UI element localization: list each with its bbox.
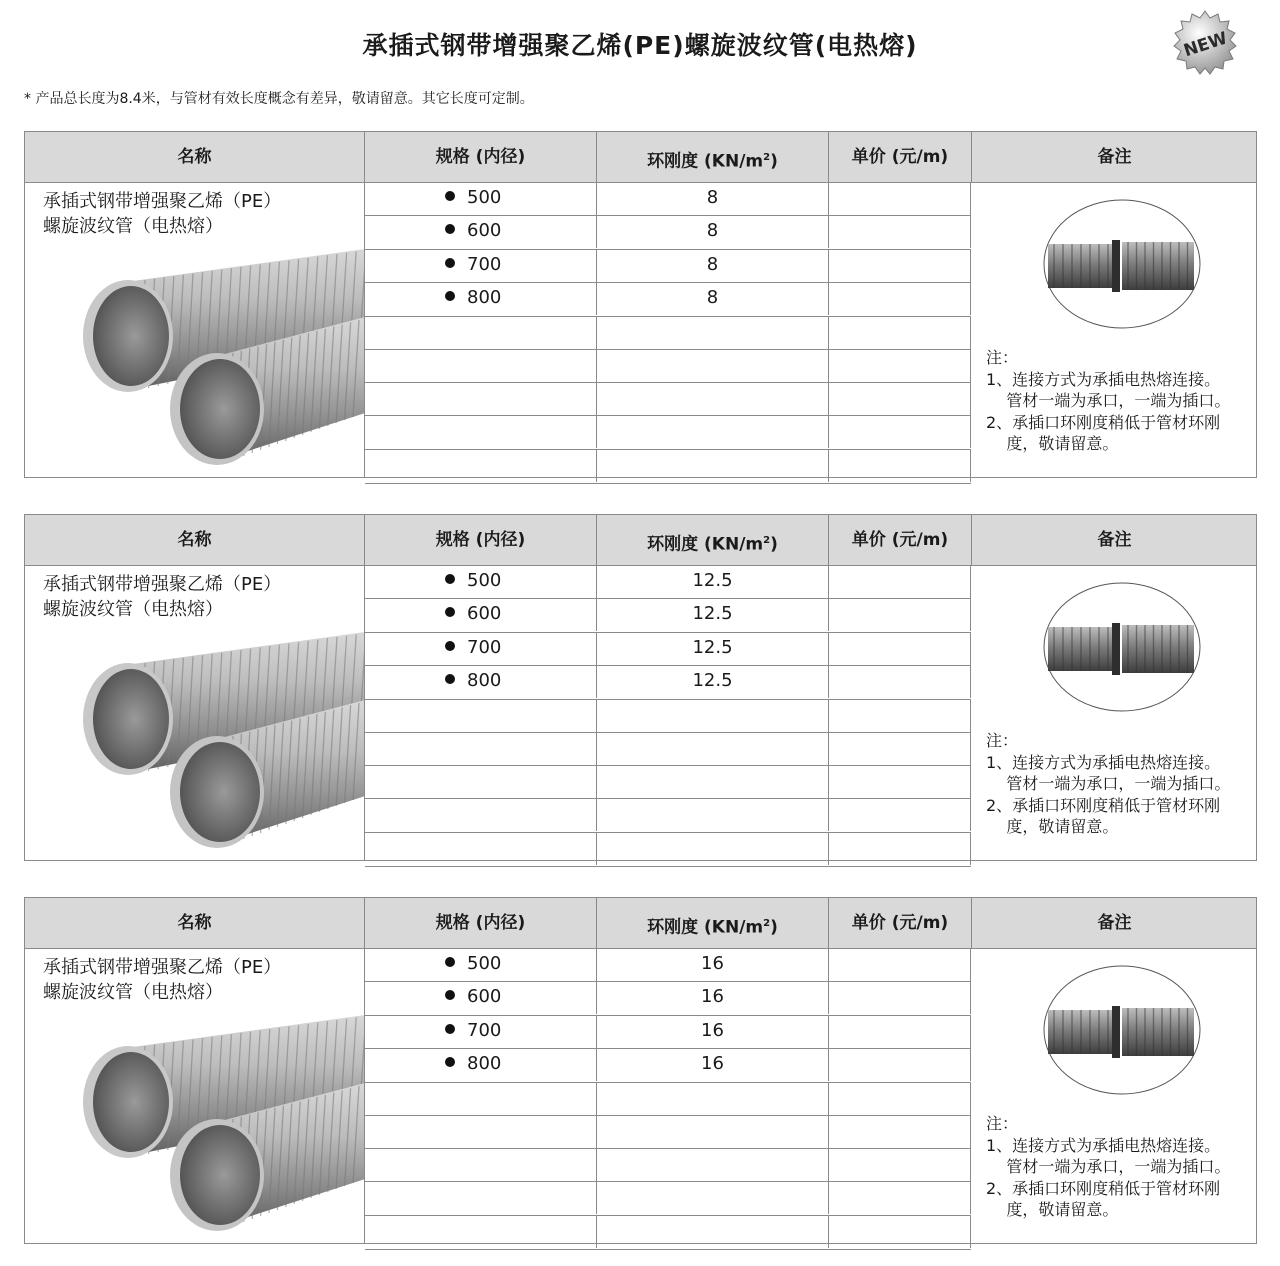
remark-line: 管材一端为承口，一端为插口。 <box>986 774 1231 793</box>
ring-stiffness-cell: 12.5 <box>597 599 829 631</box>
spec-value: 700 <box>467 254 502 275</box>
header-spec: 规格 (内径) <box>365 898 597 949</box>
header-remark: 备注 <box>1097 530 1132 550</box>
spec-cell <box>365 766 597 798</box>
spec-value: 700 <box>467 637 502 658</box>
table-row <box>365 733 971 766</box>
bullet-icon <box>445 574 455 584</box>
spec-cell <box>365 633 597 665</box>
remark-line: 2、承插口环刚度稍低于管材环刚 <box>986 412 1221 432</box>
spec-value: 500 <box>467 953 502 974</box>
table-row <box>365 799 971 833</box>
header-price: 单价 (元/m) <box>829 515 972 566</box>
spec-cell <box>365 317 597 349</box>
ring-stiffness-cell <box>597 1216 829 1248</box>
ring-stiffness-cell <box>597 350 829 382</box>
header-name: 名称 <box>25 898 365 949</box>
ring-stiffness-cell: 8 <box>597 183 829 215</box>
joint-detail-image <box>1042 581 1202 713</box>
spec-cell <box>365 1116 597 1148</box>
table-row <box>365 766 971 799</box>
price-cell <box>829 700 971 732</box>
spec-cell <box>365 450 597 482</box>
product-name-cell <box>25 949 365 1243</box>
header-remark: 备注 <box>1097 147 1132 167</box>
ring-stiffness-cell <box>597 1149 829 1181</box>
remark-line: 度，敬请留意。 <box>986 1200 1119 1219</box>
table-row <box>365 1016 971 1049</box>
spec-cell <box>365 1182 597 1214</box>
table-row <box>365 700 971 733</box>
remark-label: 注： <box>986 1114 1019 1133</box>
table-row <box>365 383 971 416</box>
remark-line: 1、连接方式为承插电热熔连接。 <box>986 752 1221 772</box>
remark-line: 度，敬请留意。 <box>986 434 1119 453</box>
table-row <box>365 1149 971 1182</box>
spec-cell <box>365 833 597 865</box>
table-row <box>365 599 971 633</box>
product-name-line: 螺旋波纹管（电热熔） <box>43 216 223 237</box>
product-name <box>43 572 281 622</box>
spec-cell <box>365 283 597 315</box>
price-cell <box>829 949 971 981</box>
header-name: 名称 <box>25 515 365 566</box>
spec-value: 700 <box>467 1020 502 1041</box>
header-ring-stiffness: 环刚度 $(KN/m^2)$ <box>597 515 829 566</box>
spec-cell <box>365 666 597 698</box>
bullet-icon <box>445 291 455 301</box>
ring-stiffness-cell <box>597 733 829 765</box>
bullet-icon <box>445 641 455 651</box>
price-cell <box>829 1182 971 1214</box>
table-row <box>365 666 971 700</box>
price-cell <box>829 1216 971 1248</box>
table-row <box>365 216 971 250</box>
bullet-icon <box>445 191 455 201</box>
spec-cell <box>365 1049 597 1081</box>
spec-value: 800 <box>467 1053 502 1074</box>
remark-cell <box>972 183 1257 477</box>
ring-stiffness-cell <box>597 317 829 349</box>
bullet-icon <box>445 224 455 234</box>
product-name-line: 承插式钢带增强聚乙烯（PE） <box>43 191 282 212</box>
remark-text <box>986 1113 1230 1221</box>
remark-line: 度，敬请留意。 <box>986 817 1119 836</box>
price-cell <box>829 216 971 248</box>
table-row <box>365 450 971 484</box>
product-name-cell <box>25 566 365 860</box>
header-ring-stiffness: 环刚度 $(KN/m^2)$ <box>597 132 829 183</box>
ring-stiffness-cell: 16 <box>597 949 829 981</box>
remark-label: 注： <box>986 731 1019 750</box>
table-row <box>365 982 971 1016</box>
price-cell <box>829 1083 971 1115</box>
remark-line: 1、连接方式为承插电热熔连接。 <box>986 369 1221 389</box>
remark-line: 1、连接方式为承插电热熔连接。 <box>986 1135 1221 1155</box>
table-row <box>365 250 971 283</box>
spec-cell <box>365 1149 597 1181</box>
remark-label: 注： <box>986 348 1019 367</box>
spec-value: 500 <box>467 570 502 591</box>
ring-stiffness-cell: 8 <box>597 283 829 315</box>
table-header <box>25 898 1256 949</box>
table-row <box>365 949 971 982</box>
ring-stiffness-cell <box>597 833 829 865</box>
length-note: * 产品总长度为8.4米，与管材有效长度概念有差异，敬请留意。其它长度可定制。 <box>24 91 534 107</box>
product-name-line: 螺旋波纹管（电热熔） <box>43 599 223 620</box>
spec-cell <box>365 700 597 732</box>
table-row <box>365 833 971 867</box>
price-cell <box>829 982 971 1014</box>
header-price: 单价 (元/m) <box>829 132 972 183</box>
header-remark: 备注 <box>1097 913 1132 933</box>
product-table <box>24 897 1257 1244</box>
ring-stiffness-cell: 8 <box>597 216 829 248</box>
table-row <box>365 350 971 383</box>
bullet-icon <box>445 1057 455 1067</box>
product-name-line: 承插式钢带增强聚乙烯（PE） <box>43 574 282 595</box>
remark-line: 管材一端为承口，一端为插口。 <box>986 391 1231 410</box>
spec-value: 600 <box>467 220 502 241</box>
price-cell <box>829 450 971 482</box>
new-badge-text: NEW <box>1181 28 1230 62</box>
ring-stiffness-cell <box>597 1083 829 1115</box>
spec-cell <box>365 733 597 765</box>
table-row <box>365 1116 971 1149</box>
spec-cell <box>365 183 597 215</box>
ring-stiffness-cell <box>597 1116 829 1148</box>
spec-cell <box>365 250 597 282</box>
bullet-icon <box>445 990 455 1000</box>
spec-cell <box>365 982 597 1014</box>
table-row <box>365 1182 971 1216</box>
table-row <box>365 416 971 450</box>
bullet-icon <box>445 1024 455 1034</box>
spec-value: 500 <box>467 187 502 208</box>
product-name-line: 承插式钢带增强聚乙烯（PE） <box>43 957 282 978</box>
bullet-icon <box>445 674 455 684</box>
table-row <box>365 283 971 317</box>
product-table <box>24 131 1257 478</box>
product-table <box>24 514 1257 861</box>
spec-cell <box>365 416 597 448</box>
ring-stiffness-cell: 12.5 <box>597 666 829 698</box>
remark-cell <box>972 949 1257 1243</box>
remark-cell <box>972 566 1257 860</box>
spec-cell <box>365 1016 597 1048</box>
joint-detail-image <box>1042 964 1202 1096</box>
remark-line: 管材一端为承口，一端为插口。 <box>986 1157 1231 1176</box>
table-header <box>25 515 1256 566</box>
ring-stiffness-cell <box>597 416 829 448</box>
ring-stiffness-cell <box>597 383 829 415</box>
page-title: 承插式钢带增强聚乙烯(PE)螺旋波纹管(电热熔) <box>362 31 918 60</box>
ring-stiffness-cell <box>597 799 829 831</box>
spec-cell <box>365 599 597 631</box>
price-cell <box>829 250 971 282</box>
spec-cell <box>365 216 597 248</box>
price-cell <box>829 1149 971 1181</box>
price-cell <box>829 283 971 315</box>
spec-cell <box>365 949 597 981</box>
spec-cell <box>365 350 597 382</box>
price-cell <box>829 1016 971 1048</box>
spec-value: 800 <box>467 287 502 308</box>
price-cell <box>829 416 971 448</box>
spec-value: 600 <box>467 603 502 624</box>
ring-stiffness-cell: 16 <box>597 1049 829 1081</box>
price-cell <box>829 666 971 698</box>
table-row <box>365 1216 971 1250</box>
price-cell <box>829 1116 971 1148</box>
joint-detail-image <box>1042 198 1202 330</box>
price-cell <box>829 766 971 798</box>
price-cell <box>829 350 971 382</box>
price-cell <box>829 1049 971 1081</box>
product-name-cell <box>25 183 365 477</box>
ring-stiffness-cell <box>597 766 829 798</box>
header-spec: 规格 (内径) <box>365 515 597 566</box>
price-cell <box>829 633 971 665</box>
table-header <box>25 132 1256 183</box>
bullet-icon <box>445 607 455 617</box>
remark-text <box>986 730 1230 838</box>
ring-stiffness-cell <box>597 1182 829 1214</box>
price-cell <box>829 183 971 215</box>
spec-cell <box>365 383 597 415</box>
new-badge-icon <box>1172 10 1238 76</box>
spec-cell <box>365 799 597 831</box>
remark-line: 2、承插口环刚度稍低于管材环刚 <box>986 1178 1221 1198</box>
product-name <box>43 189 281 239</box>
table-row <box>365 1049 971 1083</box>
header-price: 单价 (元/m) <box>829 898 972 949</box>
ring-stiffness-cell: 12.5 <box>597 633 829 665</box>
ring-stiffness-cell: 8 <box>597 250 829 282</box>
spec-cell <box>365 566 597 598</box>
ring-stiffness-cell: 12.5 <box>597 566 829 598</box>
header-spec: 规格 (内径) <box>365 132 597 183</box>
price-cell <box>829 383 971 415</box>
ring-stiffness-cell: 16 <box>597 982 829 1014</box>
price-cell <box>829 599 971 631</box>
header-ring-stiffness: 环刚度 $(KN/m^2)$ <box>597 898 829 949</box>
remark-text <box>986 347 1230 455</box>
table-row <box>365 317 971 350</box>
table-row <box>365 1083 971 1116</box>
ring-stiffness-cell <box>597 450 829 482</box>
ring-stiffness-cell: 16 <box>597 1016 829 1048</box>
remark-line: 2、承插口环刚度稍低于管材环刚 <box>986 795 1221 815</box>
table-row <box>365 566 971 599</box>
price-cell <box>829 733 971 765</box>
ring-stiffness-cell <box>597 700 829 732</box>
price-cell <box>829 799 971 831</box>
spec-cell <box>365 1083 597 1115</box>
table-row <box>365 183 971 216</box>
product-name-line: 螺旋波纹管（电热熔） <box>43 982 223 1003</box>
bullet-icon <box>445 258 455 268</box>
bullet-icon <box>445 957 455 967</box>
spec-value: 800 <box>467 670 502 691</box>
product-name <box>43 955 281 1005</box>
spec-cell <box>365 1216 597 1248</box>
spec-value: 600 <box>467 986 502 1007</box>
table-row <box>365 633 971 666</box>
header-name: 名称 <box>25 132 365 183</box>
price-cell <box>829 566 971 598</box>
price-cell <box>829 317 971 349</box>
price-cell <box>829 833 971 865</box>
